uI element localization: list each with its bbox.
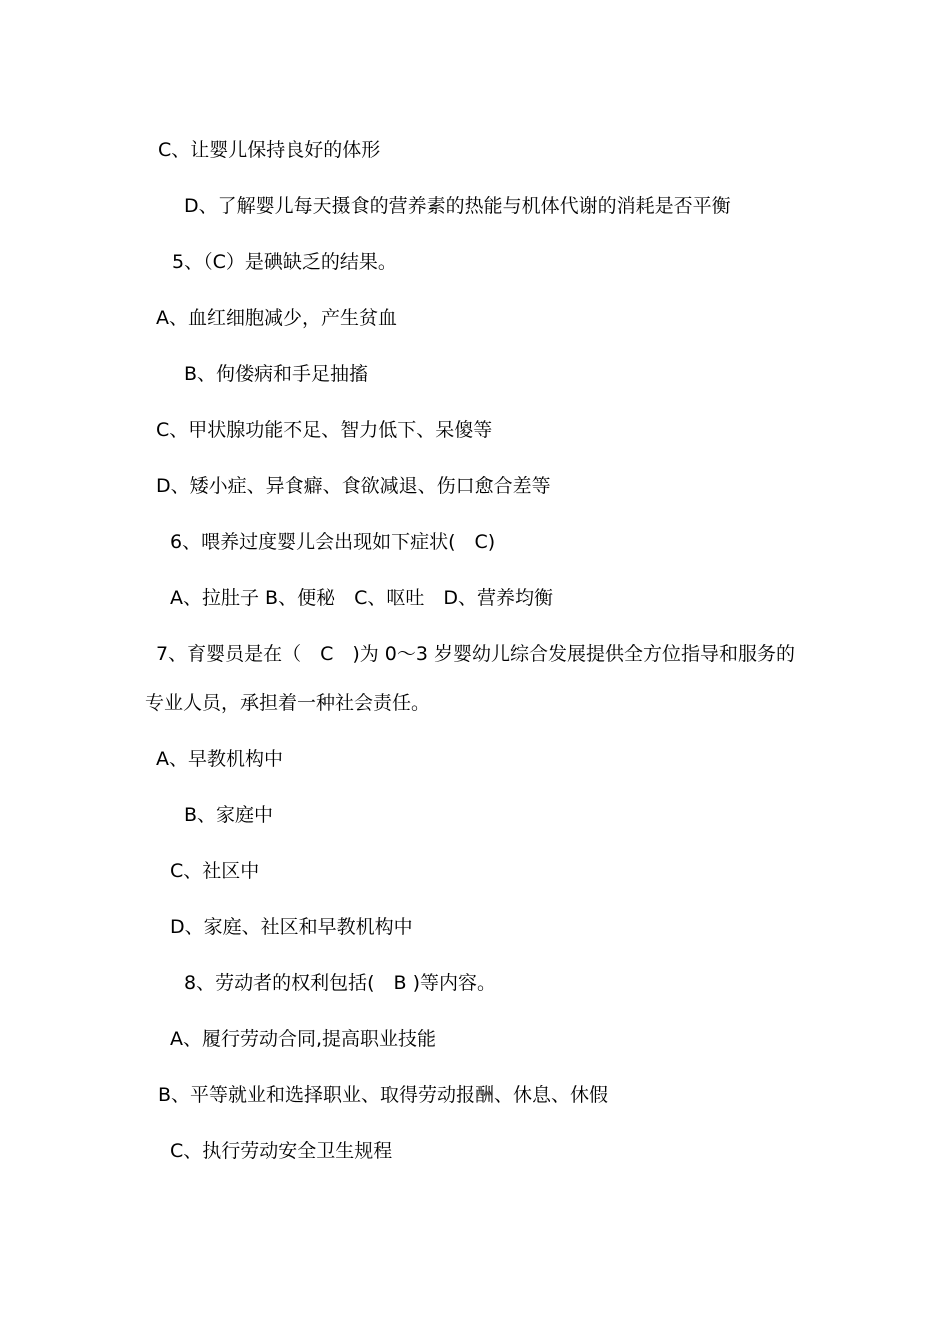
option-c-line: C、执行劳动安全卫生规程 (170, 1140, 393, 1162)
option-a-line: A、早教机构中 (156, 748, 283, 770)
option-d-line: D、矮小症、异食癖、食欲减退、伤口愈合差等 (156, 475, 551, 497)
option-c-line: C、让婴儿保持良好的体形 (158, 139, 381, 161)
option-b-line: B、佝偻病和手足抽搐 (184, 363, 369, 385)
option-c-line: C、甲状腺功能不足、智力低下、呆傻等 (156, 419, 493, 441)
question-5-line: 5、（C）是碘缺乏的结果。 (172, 251, 397, 273)
question-6-line: 6、喂养过度婴儿会出现如下症状( C) (170, 531, 496, 553)
question-7-line: 7、育婴员是在（ C )为 0～3 岁婴幼儿综合发展提供全方位指导和服务的 (156, 643, 796, 665)
question-8-line: 8、劳动者的权利包括( B )等内容。 (184, 972, 496, 994)
option-d-line: D、了解婴儿每天摄食的营养素的热能与机体代谢的消耗是否平衡 (184, 195, 731, 217)
option-d-line: D、家庭、社区和早教机构中 (170, 916, 413, 938)
option-a-line: A、履行劳动合同,提高职业技能 (170, 1028, 437, 1050)
option-b-line: B、平等就业和选择职业、取得劳动报酬、休息、休假 (158, 1084, 609, 1106)
question-7-continuation-line: 专业人员，承担着一种社会责任。 (145, 692, 431, 714)
option-b-line: B、家庭中 (184, 804, 274, 826)
option-c-line: C、社区中 (170, 860, 260, 882)
option-a-line: A、血红细胞减少，产生贫血 (156, 307, 397, 329)
options-line: A、拉肚子 B、便秘 C、呕吐 D、营养均衡 (170, 587, 553, 609)
